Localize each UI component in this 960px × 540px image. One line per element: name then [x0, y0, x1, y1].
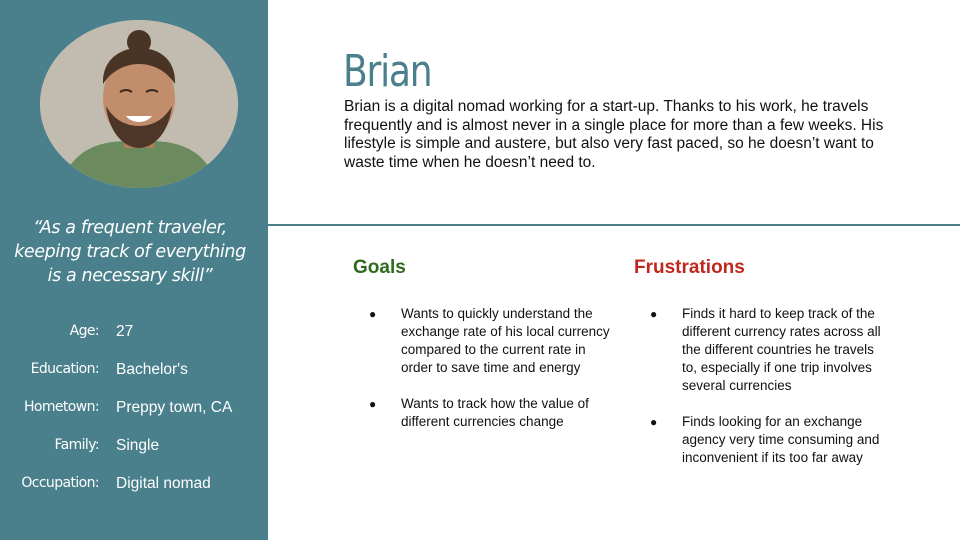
bullet-icon: ●	[369, 397, 377, 411]
persona-quote: “As a frequent traveler, keeping track of everything is a necessary skill”	[14, 218, 246, 286]
fact-label: Family:	[54, 437, 99, 453]
bullet-icon: ●	[650, 415, 658, 429]
frustration-item	[650, 413, 882, 467]
frustrations-list	[650, 305, 882, 485]
goal-text: Wants to track how the value of different currencies change	[401, 396, 589, 429]
frustration-text: Finds looking for an exchange agency very time consuming and inconvenient if its too far away	[682, 414, 880, 465]
fact-label: Occupation:	[21, 475, 99, 491]
bullet-icon: ●	[650, 307, 658, 321]
goals-title: Goals	[353, 257, 406, 278]
fact-row-age	[0, 321, 268, 345]
persona-name: Brian	[343, 46, 432, 97]
frustrations-title: Frustrations	[634, 257, 745, 278]
goal-text: Wants to quickly understand the exchange rate of his local currency compared to the current rate in order to save time and energy	[401, 306, 610, 375]
goals-list	[369, 305, 611, 449]
persona-bio: Brian is a digital nomad working for a start-up. Thanks to his work, he travels frequently and is almost never in a single place for more than a few weeks. His lifestyle is simple and austere, but also very fast paced, so he doesn’t want to waste time when he doesn’t need to.	[344, 98, 884, 171]
avatar-photo	[40, 20, 238, 188]
avatar	[40, 20, 238, 188]
fact-value: Bachelor's	[116, 361, 188, 378]
fact-value: Single	[116, 437, 160, 454]
goal-item	[369, 395, 611, 431]
persona-sidebar	[0, 0, 268, 540]
fact-label: Hometown:	[23, 399, 99, 415]
fact-row-education	[0, 359, 268, 383]
section-divider	[268, 224, 960, 226]
bullet-icon: ●	[369, 307, 377, 321]
fact-value: 27	[116, 323, 134, 340]
fact-row-family	[0, 435, 268, 459]
fact-label: Education:	[30, 361, 99, 377]
fact-row-occupation	[0, 473, 268, 497]
fact-label: Age:	[69, 323, 99, 339]
frustration-text: Finds it hard to keep track of the different currency rates across all the different countries he travels to, especially if one trip involves several currencies	[682, 306, 881, 393]
fact-value: Digital nomad	[116, 475, 211, 492]
goal-item	[369, 305, 611, 377]
frustration-item	[650, 305, 882, 395]
fact-row-hometown	[0, 397, 268, 421]
fact-value: Preppy town, CA	[116, 399, 233, 416]
